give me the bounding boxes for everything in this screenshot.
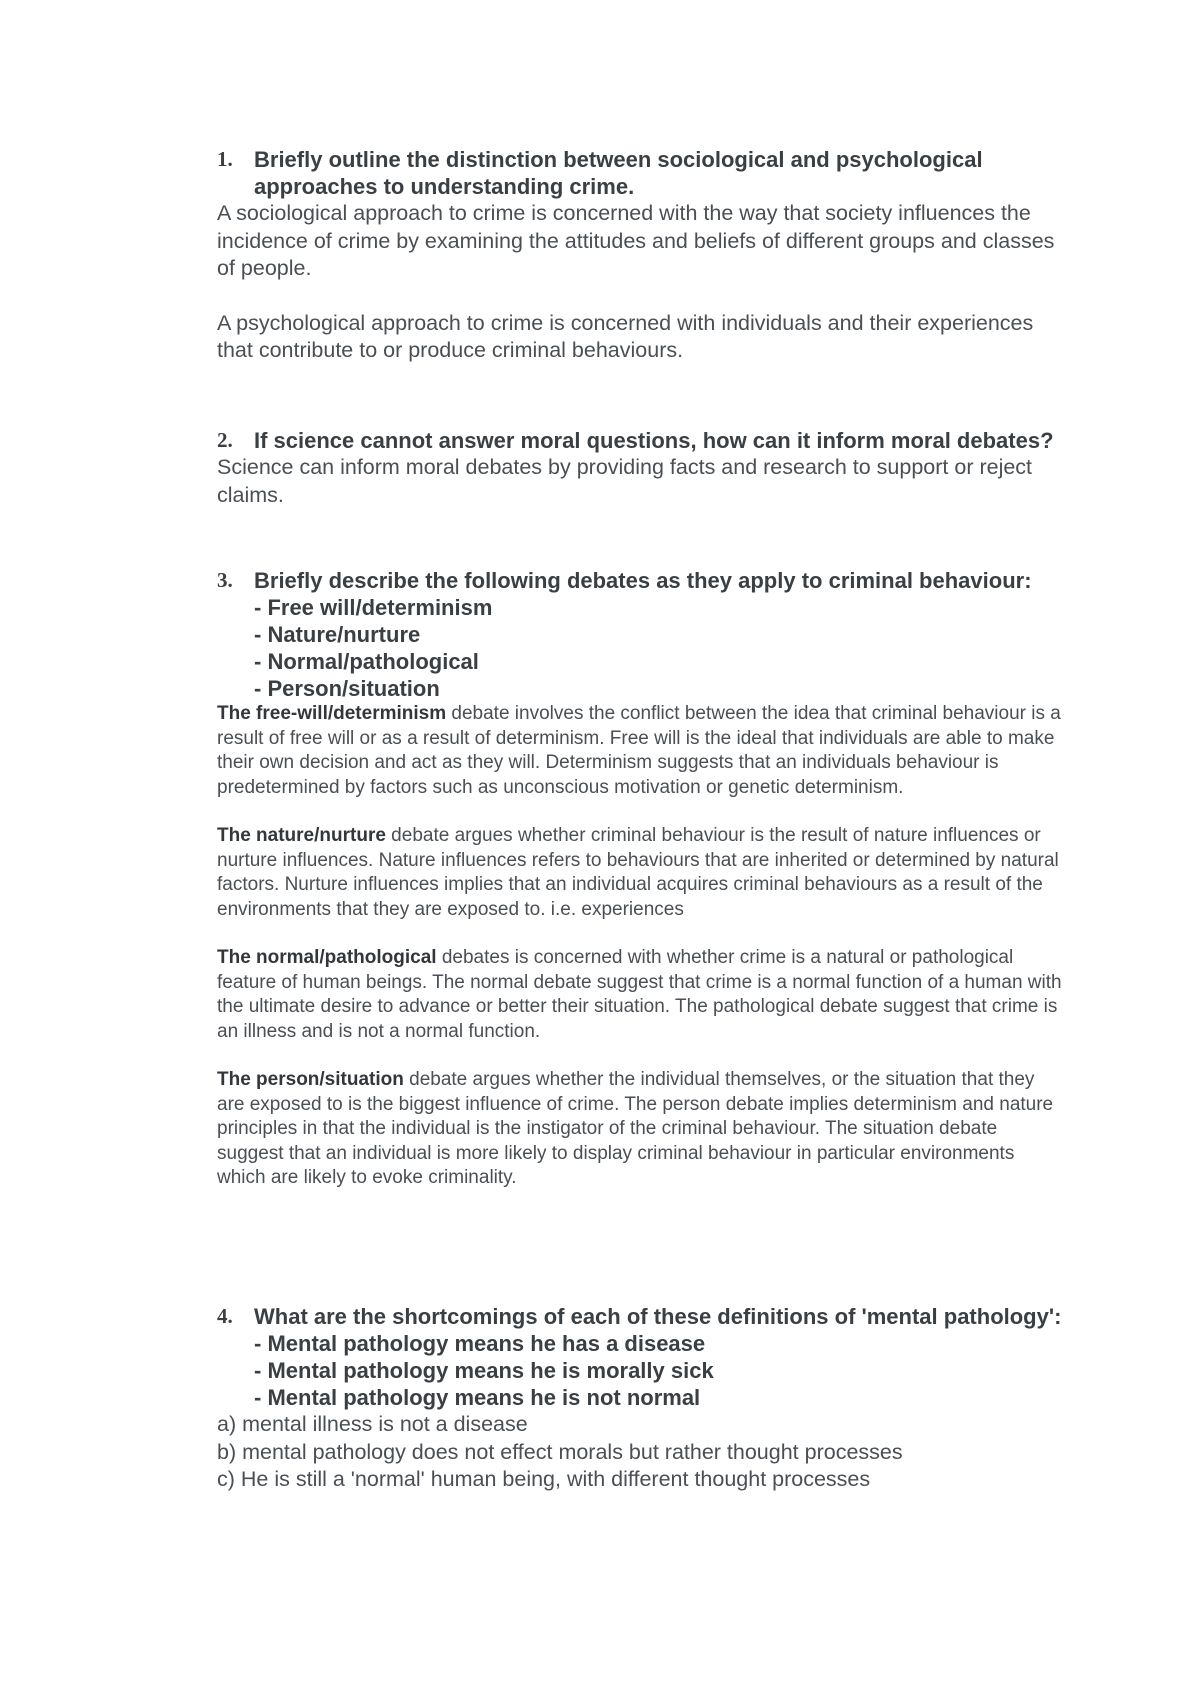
debate-term: The normal/pathological — [217, 947, 437, 968]
definition-list-item: - Mental pathology means he has a disease — [254, 1331, 706, 1356]
question-number: 1. — [217, 147, 233, 171]
question-text: Briefly outline the distinction between sociological and psychological approaches to understanding crime. — [254, 147, 983, 199]
debate-list-item: - Free will/determinism — [254, 595, 493, 620]
question-text: Briefly describe the following debates as they apply to criminal behaviour: — [254, 568, 1032, 593]
debate-description: debates is concerned with whether crime is a natural or pathological feature of human beings. The normal debate suggest that crime is a normal function of a human with the ultimate desire to advance or better their situation. The pathological debate suggest that crime is an illness and is not a normal function. — [217, 947, 1062, 1042]
answer-paragraph: Science can inform moral debates by providing facts and research to support or reject claims. — [217, 455, 1033, 507]
debate-list-item: - Person/situation — [254, 676, 440, 701]
question-4-heading — [217, 1303, 1067, 1411]
question-3 — [217, 567, 1067, 1191]
question-4 — [217, 1303, 1067, 1494]
question-1-heading — [217, 146, 1067, 200]
debate-paragraph — [217, 1068, 1067, 1191]
debate-description: debate involves the conflict between the idea that criminal behaviour is a result of free will or as a result of determinism. Free will is the ideal that individuals are able to make their own decision and act as they will. Determinism suggests that an individuals behaviour is predetermined by factors such as unconscious motivation or genetic determinism. — [217, 703, 1061, 798]
question-text: If science cannot answer moral questions, how can it inform moral debates? — [254, 428, 1054, 453]
question-text: What are the shortcomings of each of these definitions of 'mental pathology': — [254, 1304, 1062, 1329]
answer-line: b) mental pathology does not effect morals but rather thought processes — [217, 1439, 903, 1464]
question-2-heading — [217, 427, 1067, 454]
answer-paragraph: A sociological approach to crime is concerned with the way that society influences the incidence of crime by examining the attitudes and beliefs of different groups and classes of people. — [217, 201, 1055, 280]
debate-paragraph — [217, 946, 1067, 1044]
debate-description: debate argues whether the individual themselves, or the situation that they are exposed to is the biggest influence of crime. The person debate implies determinism and nature principles in that the individual is the instigator of the criminal behaviour. The situation debate suggest that an individual is more likely to display criminal behaviour in particular environments which are likely to evoke criminality. — [217, 1069, 1054, 1188]
debate-term: The free-will/determinism — [217, 703, 447, 724]
debate-term: The nature/nurture — [217, 825, 386, 846]
question-2 — [217, 427, 1067, 509]
debate-paragraph — [217, 824, 1067, 922]
answer-line: a) mental illness is not a disease — [217, 1412, 528, 1436]
question-1 — [217, 146, 1067, 365]
question-number: 4. — [217, 1304, 233, 1328]
definition-list-item: - Mental pathology means he is not normal — [254, 1385, 701, 1410]
debate-paragraph — [217, 702, 1067, 800]
definition-list-item: - Mental pathology means he is morally sick — [254, 1358, 714, 1383]
debate-term: The person/situation — [217, 1069, 404, 1090]
question-number: 3. — [217, 568, 233, 592]
debate-list-item: - Normal/pathological — [254, 649, 479, 674]
debate-description: debate argues whether criminal behaviour is the result of nature influences or nurture influences. Nature influences refers to behaviours that are inherited or determined by natural factors. Nurture influences implies that an individual acquires criminal behaviours as a result of the environments that they are exposed to. i.e. experiences — [217, 825, 1059, 920]
question-3-heading — [217, 567, 1067, 702]
debate-list-item: - Nature/nurture — [254, 622, 421, 647]
question-number: 2. — [217, 428, 233, 452]
answer-paragraph: A psychological approach to crime is concerned with individuals and their experiences that contribute to or produce criminal behaviours. — [217, 310, 1034, 362]
answer-line: c) He is still a 'normal' human being, with different thought processes — [217, 1467, 871, 1491]
